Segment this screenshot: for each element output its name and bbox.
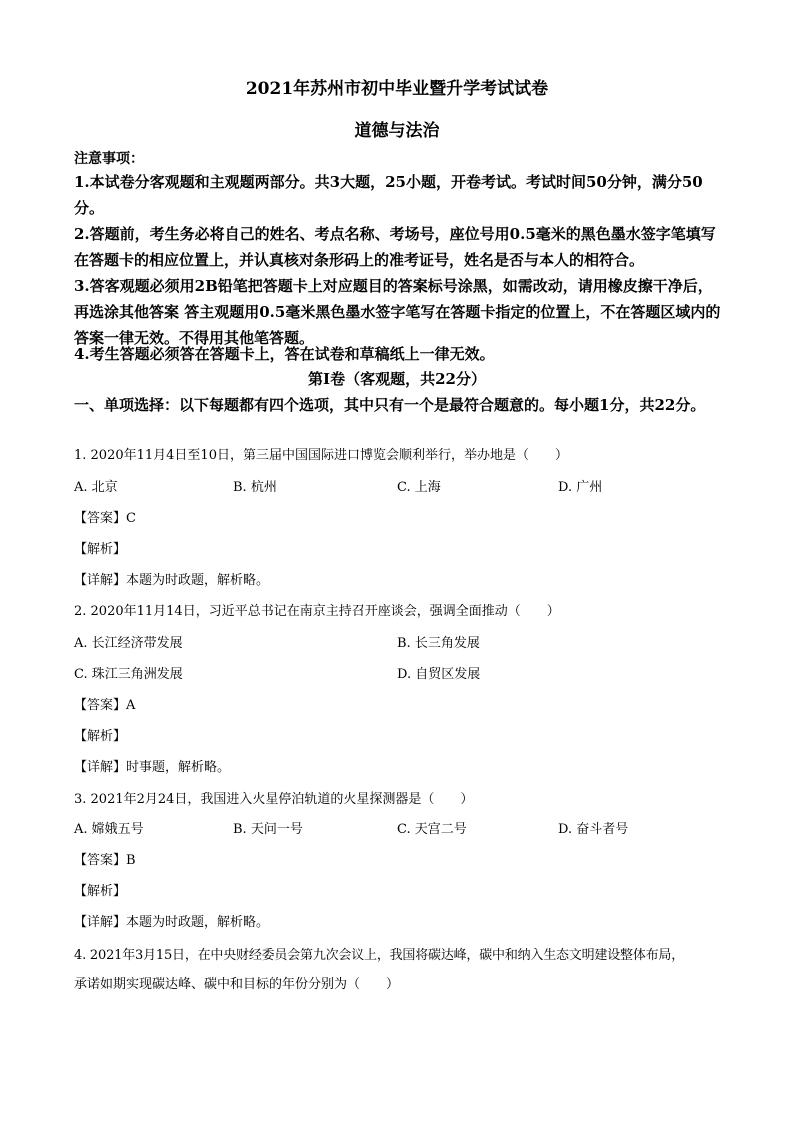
question-1-answer: 【答案】C xyxy=(74,511,136,526)
question-1-analysis: 【解析】 xyxy=(74,542,127,557)
question-2-option-a: A. 长江经济带发展 xyxy=(74,636,183,651)
question-2-detail: 【详解】时事题，解析略。 xyxy=(74,760,231,775)
exam-subject: 道德与法治 xyxy=(354,121,440,141)
question-3-option-b: B. 天问一号 xyxy=(233,822,303,837)
question-2-analysis: 【解析】 xyxy=(74,729,127,744)
question-1-option-d: D. 广州 xyxy=(558,480,603,495)
question-3-answer: 【答案】B xyxy=(74,853,136,868)
notice-item-1: 1.本试卷分客观题和主观题两部分。共3大题，25小题，开卷考试。考试时间50分钟，满分50分。 xyxy=(74,173,703,217)
question-2-answer: 【答案】A xyxy=(74,698,136,713)
exam-title: 2021年苏州市初中毕业暨升学考试试卷 xyxy=(245,79,549,99)
question-1-stem: 1. 2020年11月4日至10日，第三届中国国际进口博览会顺利举行，举办地是（ ） xyxy=(74,448,568,463)
question-4-stem-line-2: 承诺如期实现碳达峰、碳中和目标的年份分别为（ ） xyxy=(74,977,400,992)
notice-item-2: 2.答题前，考生务必将自己的姓名、考点名称、考场号，座位号用0.5毫米的黑色墨水签字笔填写在答题卡的相应位置上，并认真核对条形码上的准考证号，姓名是否与本人的相符合。 xyxy=(74,225,716,269)
section-instructions: 一、单项选择：以下每题都有四个选项，其中只有一个是最符合题意的。每小题1分，共22分。 xyxy=(74,396,706,414)
question-1-option-b: B. 杭州 xyxy=(233,480,277,495)
question-3-detail: 【详解】本题为时政题，解析略。 xyxy=(74,915,270,930)
notice-item-4: 4.考生答题必须答在答题卡上，答在试卷和草稿纸上一律无效。 xyxy=(74,345,495,363)
question-2-option-d: D. 自贸区发展 xyxy=(397,667,481,682)
notice-heading: 注意事项： xyxy=(74,151,144,167)
question-1-detail: 【详解】本题为时政题，解析略。 xyxy=(74,573,270,588)
question-3-option-d: D. 奋斗者号 xyxy=(558,822,629,837)
notice-item-3: 3.答客观题必须用2B铅笔把答题卡上对应题目的答案标号涂黑，如需改动，请用橡皮擦干净后，再选涂其他答案 答主观题用0.5毫米黑色墨水签字笔写在答题卡指定的位置上，不在答题区域内的答案一律无效。不得用其他笔答题。 xyxy=(74,277,721,347)
question-3-stem: 3. 2021年2月24日，我国进入火星停泊轨道的火星探测器是（ ） xyxy=(74,792,474,807)
question-2-option-b: B. 长三角发展 xyxy=(397,636,480,651)
question-3-analysis: 【解析】 xyxy=(74,884,127,899)
part-title: 第Ⅰ卷（客观题，共22分） xyxy=(308,370,486,388)
question-1-option-c: C. 上海 xyxy=(397,480,441,495)
question-3-option-a: A. 嫦娥五号 xyxy=(74,822,144,837)
question-1-option-a: A. 北京 xyxy=(74,480,118,495)
question-2-option-c: C. 珠江三角洲发展 xyxy=(74,667,183,682)
question-4-stem-line-1: 4. 2021年3月15日，在中央财经委员会第九次会议上，我国将碳达峰，碳中和纳入生态文明建设整体布局， xyxy=(74,948,685,963)
question-2-stem: 2. 2020年11月14日，习近平总书记在南京主持召开座谈会，强调全面推动（ ） xyxy=(74,604,560,619)
question-3-option-c: C. 天宫二号 xyxy=(397,822,467,837)
